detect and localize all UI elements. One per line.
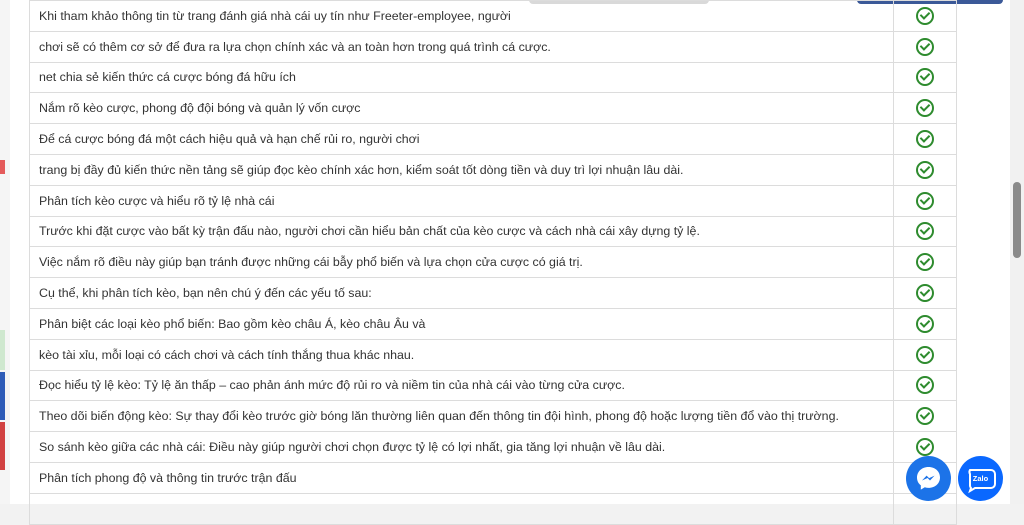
row-check-cell	[894, 185, 957, 216]
check-circle-icon	[916, 68, 934, 86]
scrollbar-thumb[interactable]	[1013, 182, 1021, 258]
check-circle-icon	[916, 38, 934, 56]
check-circle-icon	[916, 192, 934, 210]
row-text: Phân biệt các loại kèo phổ biến: Bao gồm kèo châu Á, kèo châu Âu và	[30, 308, 894, 339]
table-row	[30, 154, 957, 185]
table-row	[30, 462, 957, 493]
row-text: net chia sẻ kiến thức cá cược bóng đá hữu ích	[30, 62, 894, 93]
row-text: chơi sẽ có thêm cơ sở để đưa ra lựa chọn chính xác và an toàn hơn trong quá trình cá cược.	[30, 31, 894, 62]
row-check-cell	[894, 62, 957, 93]
table-row	[30, 432, 957, 463]
check-circle-icon	[916, 315, 934, 333]
table-row	[30, 185, 957, 216]
row-text: Phân tích phong độ và thông tin trước trận đấu	[30, 462, 894, 493]
row-text: Phân tích kèo cược và hiểu rõ tỷ lệ nhà cái	[30, 185, 894, 216]
table-row	[30, 93, 957, 124]
check-circle-icon	[916, 253, 934, 271]
table-row	[30, 247, 957, 278]
row-check-cell	[894, 339, 957, 370]
row-check-cell	[894, 308, 957, 339]
row-check-cell	[894, 154, 957, 185]
row-check-cell	[894, 247, 957, 278]
left-accent-green	[0, 330, 5, 370]
check-circle-icon	[916, 346, 934, 364]
messenger-icon	[906, 456, 951, 501]
table-row	[30, 308, 957, 339]
left-accent-red	[0, 160, 5, 174]
messenger-chat-button[interactable]	[906, 456, 951, 501]
row-check-cell	[894, 93, 957, 124]
row-text: Việc nắm rõ điều này giúp bạn tránh được những cái bẫy phổ biến và lựa chọn cửa cược có giá trị.	[30, 247, 894, 278]
row-text	[30, 493, 894, 524]
row-text: trang bị đầy đủ kiến thức nền tảng sẽ giúp đọc kèo chính xác hơn, kiểm soát tốt dòng tiền và duy trì lợi nhuận lâu dài.	[30, 154, 894, 185]
row-check-cell	[894, 278, 957, 309]
zalo-icon	[958, 456, 1003, 501]
table-row	[30, 1, 957, 32]
left-accent-red-2	[0, 422, 5, 470]
row-check-cell	[894, 124, 957, 155]
check-circle-icon	[916, 7, 934, 25]
checklist-table	[29, 0, 957, 525]
row-check-cell	[894, 1, 957, 32]
row-text: Đọc hiểu tỷ lệ kèo: Tỷ lệ ăn thấp – cao phản ánh mức độ rủi ro và niềm tin của nhà cái vào từng cửa cược.	[30, 370, 894, 401]
left-sidebar-strip	[0, 0, 10, 504]
check-circle-icon	[916, 438, 934, 456]
row-text: Nắm rõ kèo cược, phong độ đội bóng và quản lý vốn cược	[30, 93, 894, 124]
vertical-scrollbar[interactable]	[1010, 0, 1024, 504]
row-text: Trước khi đặt cược vào bất kỳ trận đấu nào, người chơi cần hiểu bản chất của kèo cược và cách nhà cái xây dựng tỷ lệ.	[30, 216, 894, 247]
table-row	[30, 62, 957, 93]
row-check-cell	[894, 401, 957, 432]
row-check-cell	[894, 31, 957, 62]
check-circle-icon	[916, 222, 934, 240]
check-circle-icon	[916, 130, 934, 148]
table-row	[30, 339, 957, 370]
check-circle-icon	[916, 407, 934, 425]
row-text: Khi tham khảo thông tin từ trang đánh giá nhà cái uy tín như Freeter-employee, người	[30, 1, 894, 32]
table-row	[30, 493, 957, 524]
row-check-cell	[894, 216, 957, 247]
row-text: Theo dõi biến động kèo: Sự thay đổi kèo trước giờ bóng lăn thường liên quan đến thông tin đội hình, phong độ hoặc lượng tiền đổ vào thị trường.	[30, 401, 894, 432]
zalo-label: Zalo	[972, 474, 989, 484]
check-circle-icon	[916, 161, 934, 179]
table-row	[30, 370, 957, 401]
table-row	[30, 401, 957, 432]
row-text: Để cá cược bóng đá một cách hiệu quả và hạn chế rủi ro, người chơi	[30, 124, 894, 155]
check-circle-icon	[916, 99, 934, 117]
table-row	[30, 124, 957, 155]
table-row	[30, 278, 957, 309]
row-check-cell	[894, 370, 957, 401]
row-text: So sánh kèo giữa các nhà cái: Điều này giúp người chơi chọn được tỷ lệ có lợi nhất, gia tăng lợi nhuận về lâu dài.	[30, 432, 894, 463]
row-text: kèo tài xỉu, mỗi loại có cách chơi và cách tính thắng thua khác nhau.	[30, 339, 894, 370]
left-accent-blue	[0, 372, 5, 420]
table-row	[30, 31, 957, 62]
zalo-chat-button[interactable]	[958, 456, 1003, 501]
table-row	[30, 216, 957, 247]
row-text: Cụ thể, khi phân tích kèo, bạn nên chú ý đến các yếu tố sau:	[30, 278, 894, 309]
check-circle-icon	[916, 376, 934, 394]
check-circle-icon	[916, 284, 934, 302]
